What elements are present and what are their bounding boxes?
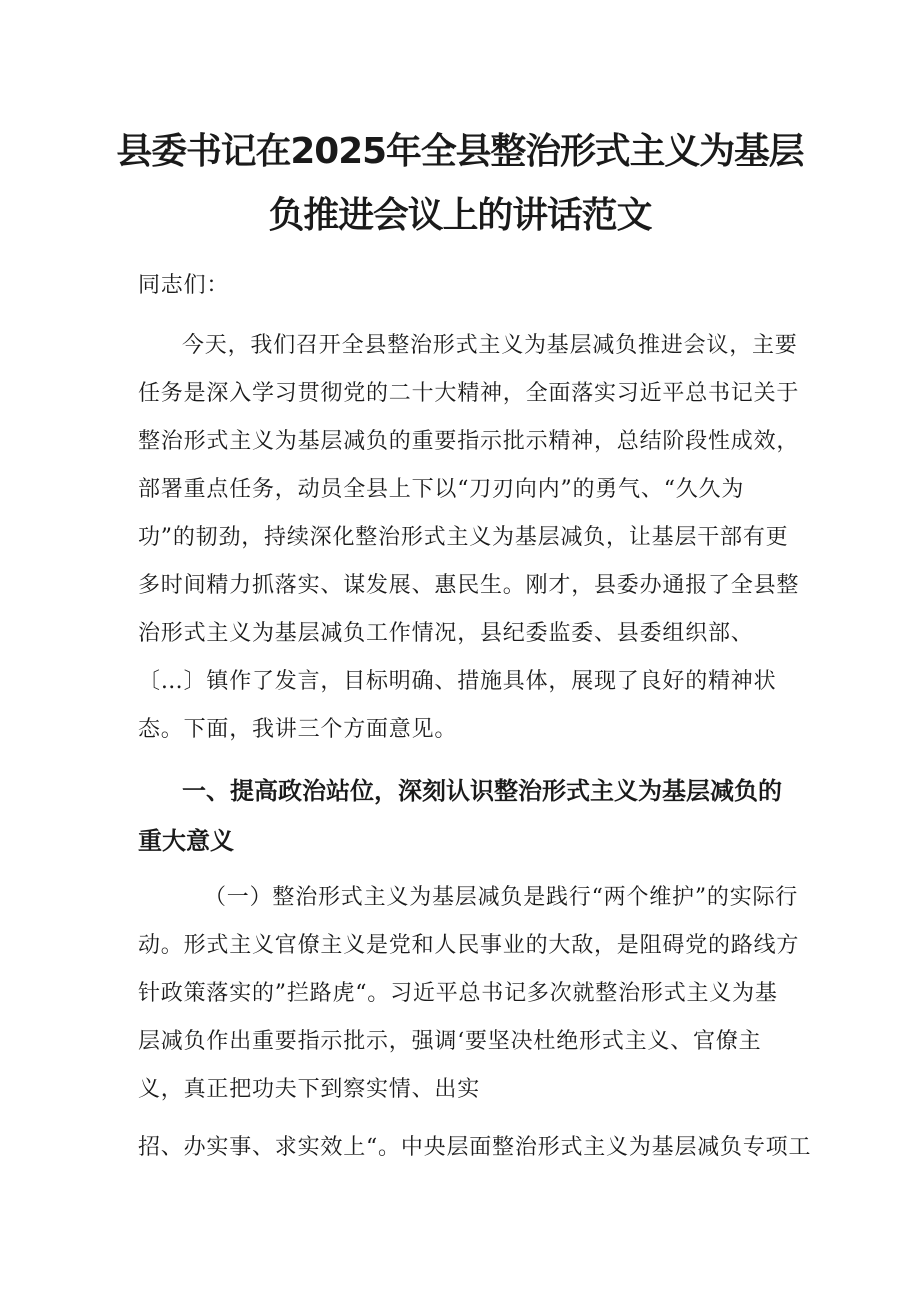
document-title-line-2: 负推进会议上的讲话范文 <box>268 195 652 236</box>
section-heading-1-cont: 重大意义 <box>138 827 234 855</box>
document-title-line-1: 县委书记在2025年全县整治形式主义为基层 <box>116 131 804 172</box>
intro-line: 今天，我们召开全县整治形式主义为基层减负推进会议，主要 <box>182 333 798 358</box>
salutation: 同志们： <box>138 273 230 298</box>
section-heading-1: 一、提高政治站位，深刻认识整治形式主义为基层减负的 <box>182 777 782 805</box>
subsection-line: 层减负作出重要指示批示，强调‘要坚决杜绝形式主义、官僚主 <box>138 1029 762 1054</box>
intro-line: 整治形式主义为基层减负的重要指示批示精神，总结阶段性成效， <box>138 429 800 454</box>
subsection-line: 针政策落实的”拦路虎“。习近平总书记多次就整治形式主义为基 <box>138 981 778 1006</box>
subsection-line: 动。形式主义官僚主义是党和人民事业的大敌，是阻碍党的路线方 <box>138 933 800 958</box>
intro-line: 功”的韧劲，持续深化整治形式主义为基层减负，让基层干部有更 <box>138 525 789 550</box>
subsection-line: （一）整治形式主义为基层减负是践行“两个维护”的实际行 <box>204 885 799 910</box>
intro-line: 任务是深入学习贯彻党的二十大精神，全面落实习近平总书记关于 <box>138 381 800 406</box>
intro-line: 态。下面，我讲三个方面意见。 <box>138 717 458 742</box>
intro-line: 治形式主义为基层减负工作情况，县纪委监委、县委组织部、 <box>138 621 754 646</box>
subsection-line: 义，真正把功夫下到察实情、出实 <box>138 1077 481 1102</box>
intro-line: 部署重点任务，动员全县上下以“刀刃向内”的勇气、“久久为 <box>138 477 745 502</box>
intro-line: 多时间精力抓落实、谋发展、惠民生。刚才，县委办通报了全县整 <box>138 573 800 598</box>
subsection-line: 招、办实事、求实效上“。中央层面整治形式主义为基层减负专项工 <box>138 1135 812 1160</box>
intro-line: 〔…〕镇作了发言，目标明确、措施具体，展现了良好的精神状 <box>138 669 777 694</box>
